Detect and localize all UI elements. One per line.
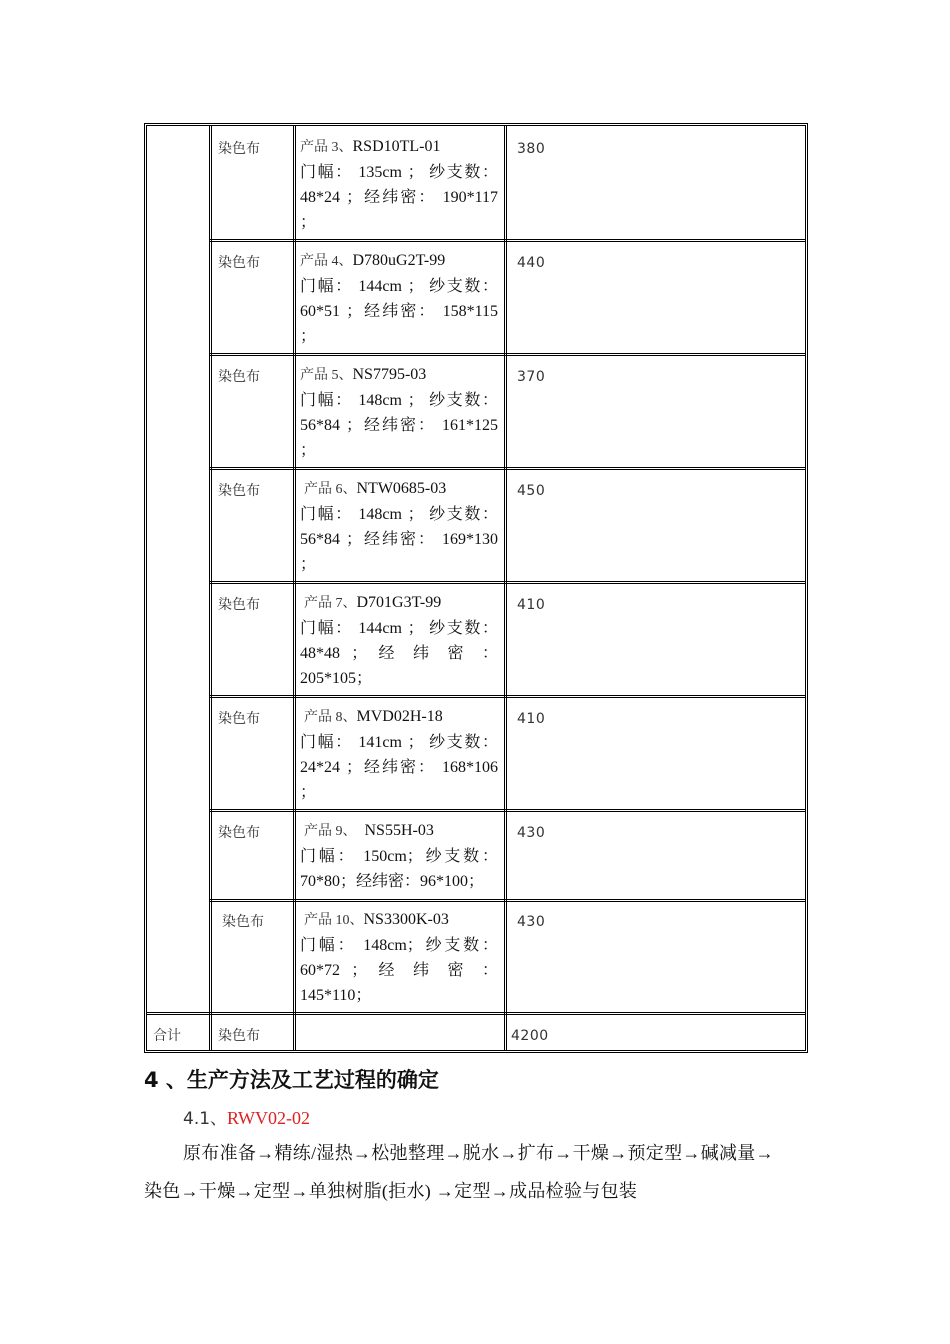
total-qty: 4200: [511, 1028, 549, 1044]
product-code: D780uG2T-99: [352, 252, 446, 269]
cell-qty: 410: [517, 711, 546, 727]
cell-product: [300, 818, 498, 894]
cell-qty: 430: [517, 825, 546, 841]
cell-product: [300, 907, 498, 1008]
product-spec: 门幅： 148cm ； 纱支数： 56*84 ；经纬密： 161*125 ；: [300, 392, 498, 459]
cell-type: 染色布: [218, 369, 260, 385]
cell-type: 染色布: [218, 711, 260, 727]
product-label: 产品 6、: [304, 482, 357, 497]
product-code: NTW0685-03: [356, 480, 447, 497]
cell-product: [300, 704, 498, 805]
table-divider: [293, 126, 296, 1050]
cell-type: 染色布: [218, 255, 260, 271]
table-divider: [504, 126, 507, 1050]
product-spec: 门幅： 135cm ； 纱支数： 48*24 ；经纬密： 190*117 ；: [300, 164, 498, 231]
product-spec: 门幅： 144cm ； 纱支数： 60*51 ；经纬密： 158*115 ；: [300, 278, 498, 345]
subsection-number: 4.1、: [183, 1109, 228, 1129]
row-divider: [209, 239, 805, 242]
product-label: 产品 7、: [304, 596, 357, 611]
product-code: NS3300K-03: [363, 911, 449, 928]
product-code: NS55H-03: [364, 822, 434, 839]
product-spec: 门幅： 150cm；纱支数： 70*80；经纬密：96*100；: [300, 848, 498, 890]
cell-qty: 380: [517, 141, 546, 157]
row-divider: [209, 467, 805, 470]
cell-qty: 450: [517, 483, 546, 499]
product-spec: 门幅： 141cm ； 纱支数： 24*24 ；经纬密： 168*106 ；: [300, 734, 498, 801]
cell-type: 染色布: [218, 825, 260, 841]
subsection-code: RWV02-02: [227, 1108, 311, 1128]
cell-qty: 440: [517, 255, 546, 271]
product-code: MVD02H-18: [356, 708, 443, 725]
product-spec: 门幅： 148cm；纱支数： 60*72 ； 经 纬 密 ： 145*110；: [300, 937, 498, 1004]
product-label: 产品 9、: [304, 824, 357, 839]
total-label: 合计: [153, 1028, 181, 1044]
cell-type: 染色布: [218, 483, 260, 499]
subsection-heading: [183, 1104, 310, 1129]
cell-qty: 410: [517, 597, 546, 613]
product-spec: 门幅： 144cm ； 纱支数： 48*48 ； 经 纬 密 ： 205*105；: [300, 620, 498, 687]
row-divider: [209, 353, 805, 356]
product-label: 产品 5、: [300, 368, 353, 383]
product-code: RSD10TL-01: [352, 138, 441, 155]
product-table: [144, 123, 808, 1053]
cell-qty: 430: [517, 914, 546, 930]
row-divider: [147, 1012, 805, 1015]
row-divider: [209, 899, 805, 902]
cell-product: [300, 134, 498, 235]
product-spec: 门幅： 148cm ； 纱支数： 56*84 ；经纬密： 169*130 ；: [300, 506, 498, 573]
product-code: NS7795-03: [352, 366, 427, 383]
cell-type: 染色布: [218, 597, 260, 613]
cell-product: [300, 476, 498, 577]
cell-product: [300, 248, 498, 349]
product-label: 产品 3、: [300, 140, 353, 155]
cell-product: [300, 590, 498, 691]
row-divider: [209, 695, 805, 698]
process-line-1: 原布准备→精练/湿热→松弛整理→脱水→扩布→干燥→预定型→碱减量→: [183, 1143, 774, 1163]
section-heading: 4 、生产方法及工艺过程的确定: [144, 1068, 439, 1092]
product-label: 产品 8、: [304, 710, 357, 725]
cell-type: 染色布: [222, 914, 264, 930]
cell-qty: 370: [517, 369, 546, 385]
row-divider: [209, 809, 805, 812]
cell-type: 染色布: [218, 141, 260, 157]
process-line-2: 染色→干燥→定型→单独树脂(拒水) →定型→成品检验与包装: [144, 1181, 638, 1201]
table-divider: [209, 126, 212, 1050]
total-type: 染色布: [218, 1028, 260, 1044]
product-label: 产品 10、: [304, 913, 364, 928]
cell-product: [300, 362, 498, 463]
row-divider: [209, 581, 805, 584]
product-code: D701G3T-99: [356, 594, 442, 611]
product-label: 产品 4、: [300, 254, 353, 269]
